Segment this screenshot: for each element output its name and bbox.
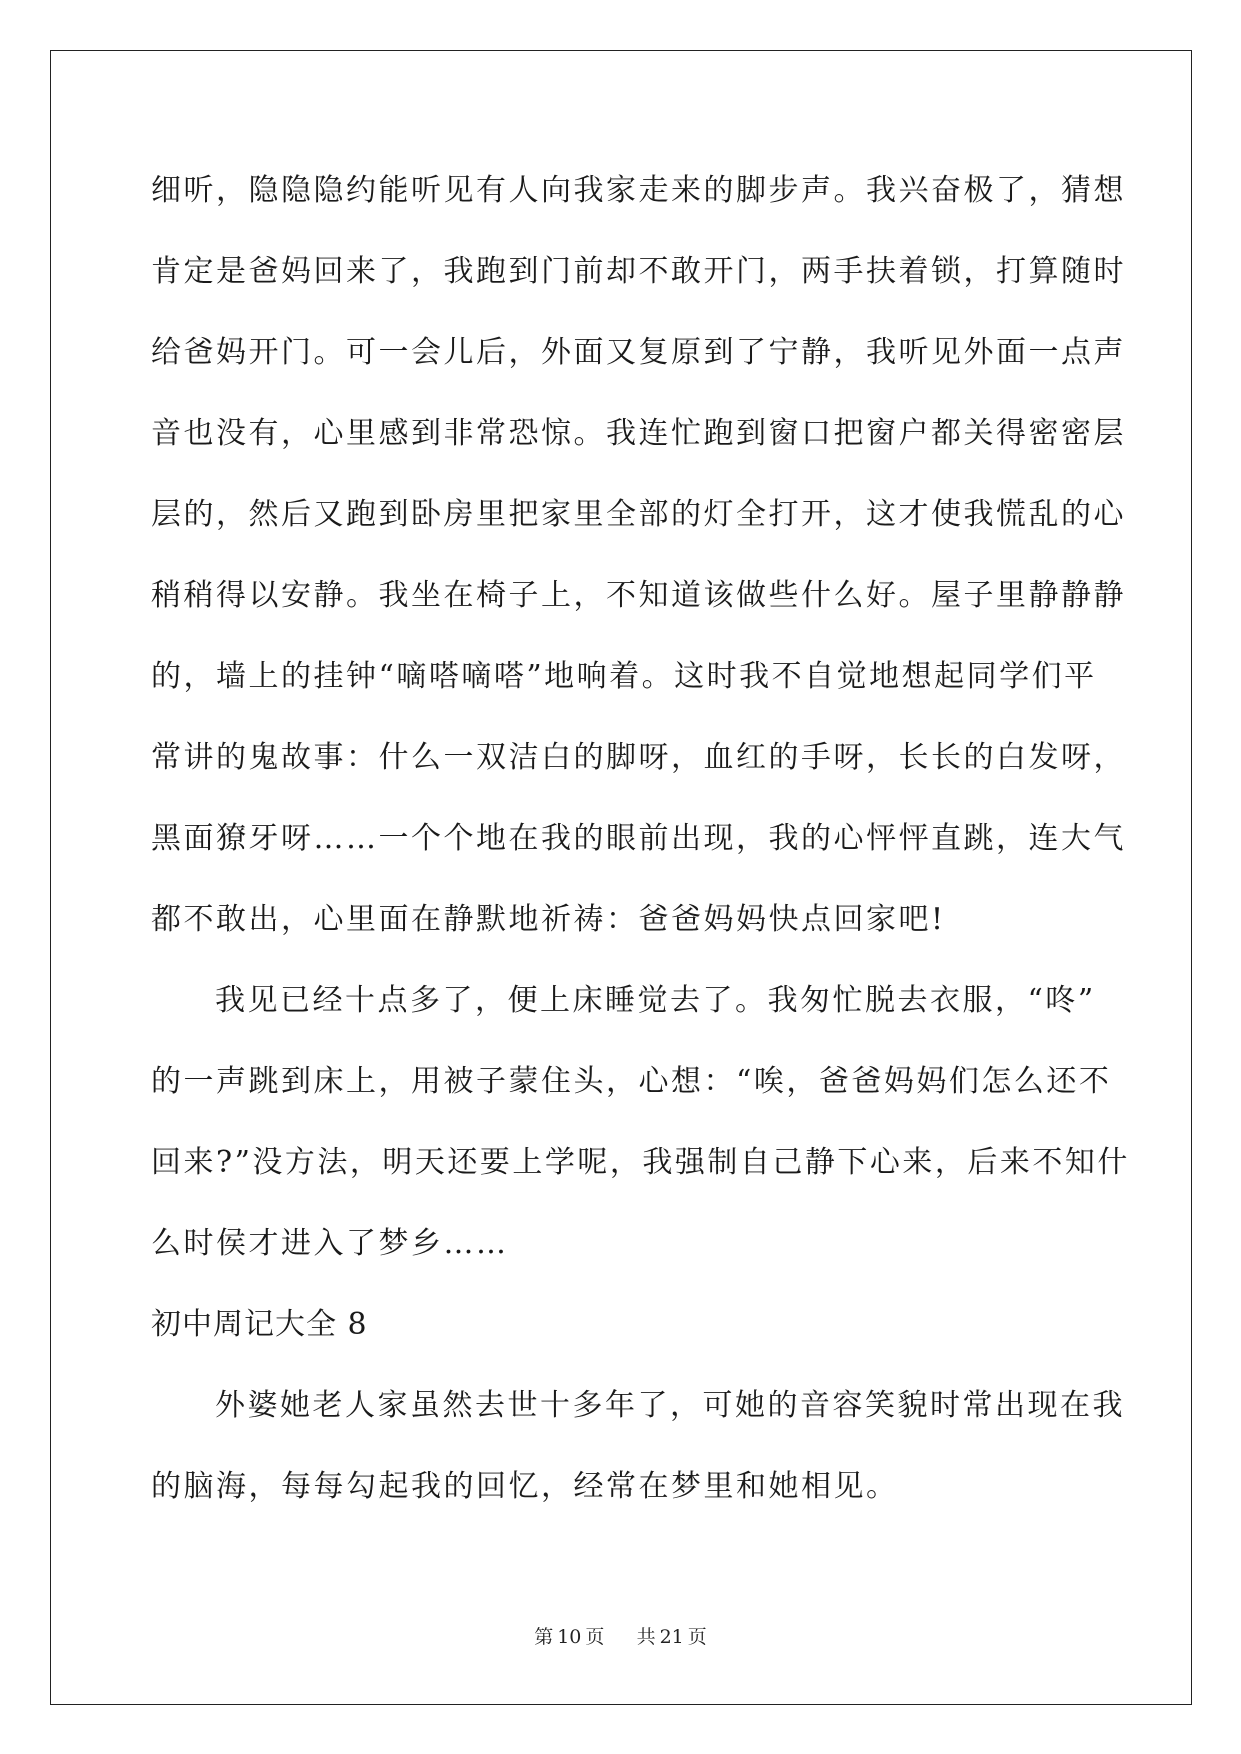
page-footer: [0, 1622, 1241, 1649]
text-line: 细听，隐隐隐约能听见有人向我家走来的脚步声。我兴奋极了，猜想: [151, 173, 1126, 208]
document-body: [151, 160, 1130, 1537]
total-pages: 共 21 页: [636, 1626, 707, 1648]
text-line: 给爸妈开门。可一会儿后，外面又复原到了宁静，我听见外面一点声: [151, 335, 1126, 370]
page-number: 第 10 页: [534, 1626, 605, 1648]
text-line: 层的，然后又跑到卧房里把家里全部的灯全打开，这才使我慌乱的心: [151, 497, 1126, 532]
text-line: 的一声跳到床上，用被子蒙住头，心想：“唉，爸爸妈妈们怎么还不: [151, 1064, 1112, 1099]
text-line: 的脑海，每每勾起我的回忆，经常在梦里和她相见。: [151, 1469, 899, 1504]
text-line: 肯定是爸妈回来了，我跑到门前却不敢开门，两手扶着锁，打算随时: [151, 254, 1126, 289]
text-line: 常讲的鬼故事：什么一双洁白的脚呀，血红的手呀，长长的白发呀，: [151, 740, 1126, 775]
text-line: 稍稍得以安静。我坐在椅子上，不知道该做些什么好。屋子里静静静: [151, 578, 1126, 613]
text-line: 音也没有，心里感到非常恐惊。我连忙跑到窗口把窗户都关得密密层: [151, 416, 1126, 451]
paragraph-start-line: 我见已经十点多了，便上床睡觉去了。我匆忙脱去衣服，“咚”: [215, 983, 1096, 1018]
text-line: 都不敢出，心里面在静默地祈祷：爸爸妈妈快点回家吧!: [151, 902, 946, 937]
section-heading: 初中周记大全 8: [151, 1307, 368, 1342]
paragraph-start-line: 外婆她老人家虽然去世十多年了，可她的音容笑貌时常出现在我: [215, 1388, 1125, 1423]
text-line: 回来?”没方法，明天还要上学呢，我强制自己静下心来，后来不知什: [151, 1145, 1130, 1180]
text-line: 么时侯才进入了梦乡……: [151, 1226, 509, 1261]
text-line: 的，墙上的挂钟“嘀嗒嘀嗒”地响着。这时我不自觉地想起同学们平: [151, 659, 1097, 694]
text-line: 黑面獠牙呀……一个个地在我的眼前出现，我的心怦怦直跳，连大气: [151, 821, 1126, 856]
